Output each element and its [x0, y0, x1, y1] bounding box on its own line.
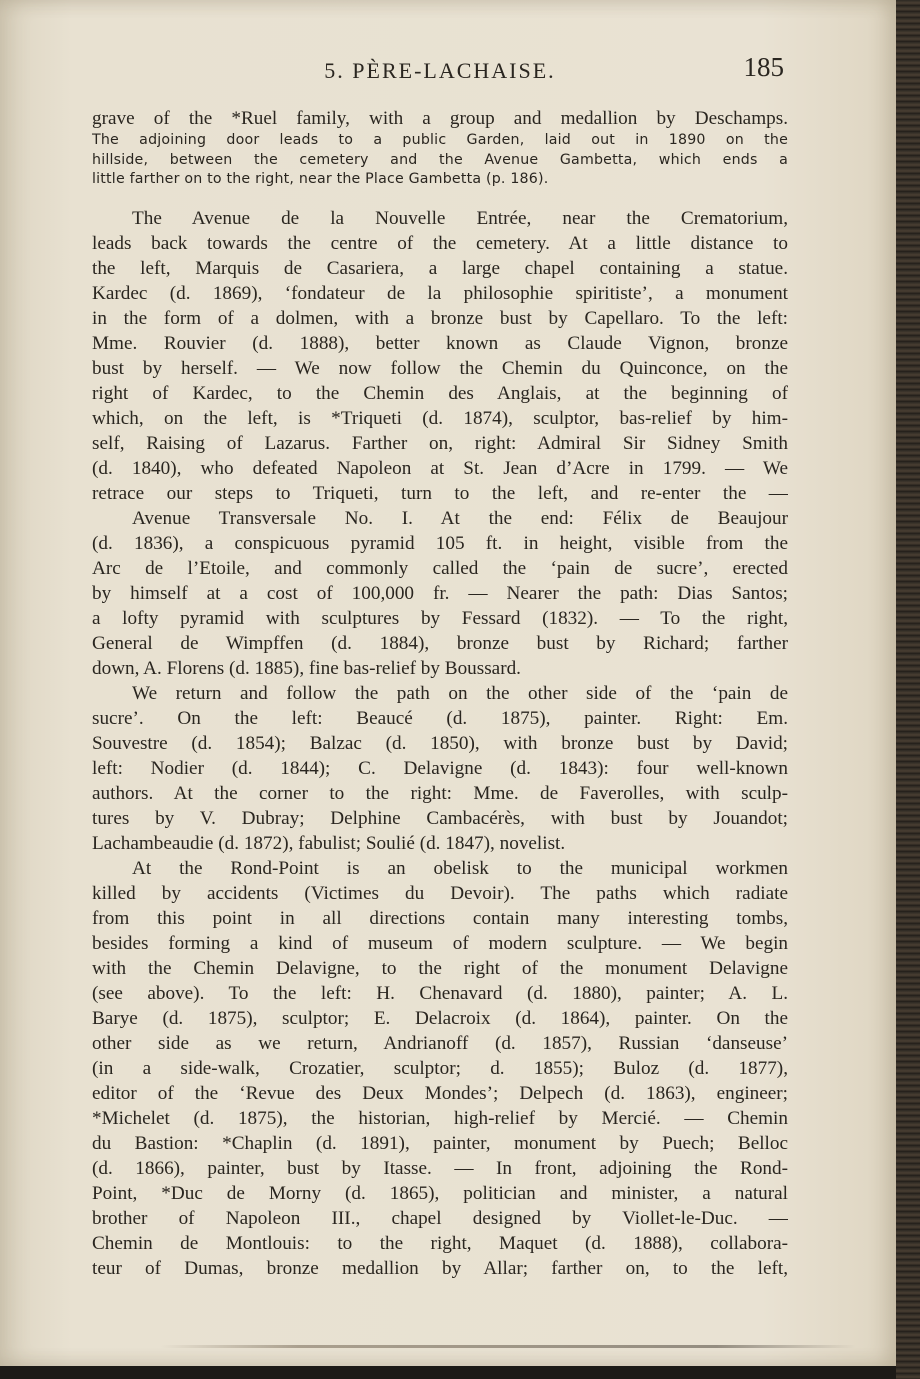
text-line: Point, *Duc de Morny (d. 1865), politician and minister, a natural: [92, 1182, 788, 1204]
text-line: leads back towards the centre of the cemetery. At a little distance to: [92, 232, 788, 254]
text-line: retrace our steps to Triqueti, turn to the left, and re-enter the —: [92, 482, 788, 504]
text-line: the left, Marquis de Casariera, a large chapel containing a statue.: [92, 257, 788, 279]
text-line: self, Raising of Lazarus. Farther on, right: Admiral Sir Sidney Smith: [92, 432, 788, 454]
text-line: Souvestre (d. 1854); Balzac (d. 1850), with bronze bust by David;: [92, 732, 788, 754]
text-line: grave of the *Ruel family, with a group and medallion by Deschamps.: [92, 108, 788, 129]
text-line: Barye (d. 1875), sculptor; E. Delacroix (d. 1864), painter. On the: [92, 1007, 788, 1029]
text-line: (see above). To the left: H. Chenavard (d. 1880), painter; A. L.: [92, 982, 788, 1004]
text-line: killed by accidents (Victimes du Devoir). The paths which radiate: [92, 882, 788, 904]
text-line: right of Kardec, to the Chemin des Anglais, at the beginning of: [92, 382, 788, 404]
text-line: editor of the ‘Revue des Deux Mondes’; Delpech (d. 1863), engineer;: [92, 1082, 788, 1104]
text-line: Chemin de Montlouis: to the right, Maquet (d. 1888), collabora-: [92, 1232, 788, 1254]
text-line: (d. 1836), a conspicuous pyramid 105 ft. in height, visible from the: [92, 532, 788, 554]
text-line: authors. At the corner to the right: Mme. de Faverolles, with sculp-: [92, 782, 788, 804]
page-edge: [896, 0, 920, 1379]
text-line: tures by V. Dubray; Delphine Cambacérès, with bust by Jouandot;: [92, 807, 788, 829]
text-line: sucre’. On the left: Beaucé (d. 1875), painter. Right: Em.: [92, 707, 788, 729]
text-line: teur of Dumas, bronze medallion by Allar; farther on, to the left,: [92, 1257, 788, 1279]
text-line: (in a side-walk, Crozatier, sculptor; d. 1855); Buloz (d. 1877),: [92, 1057, 788, 1079]
body-text: [92, 106, 788, 1281]
text-line: At the Rond-Point is an obelisk to the municipal workmen: [132, 857, 788, 879]
text-line-small: little farther on to the right, near the Place Gambetta (p. 186).: [92, 171, 549, 187]
page-header: [92, 50, 788, 90]
text-line: du Bastion: *Chaplin (d. 1891), painter, monument by Puech; Belloc: [92, 1132, 788, 1154]
page-number: 185: [743, 52, 784, 82]
text-line: (d. 1866), painter, bust by Itasse. — In front, adjoining the Rond-: [92, 1157, 788, 1179]
running-head: 5. PÈRE-LACHAISE.: [324, 58, 556, 83]
text-line: in the form of a dolmen, with a bronze bust by Capellaro. To the left:: [92, 307, 788, 329]
text-line: other side as we return, Andrianoff (d. 1857), Russian ‘danseuse’: [92, 1032, 788, 1054]
text-line: bust by herself. — We now follow the Chemin du Quinconce, on the: [92, 357, 788, 379]
text-line: General de Wimpffen (d. 1884), bronze bust by Richard; farther: [92, 632, 788, 654]
text-line-small: hillside, between the cemetery and the Avenue Gambetta, which ends a: [92, 151, 788, 168]
text-line: (d. 1840), who defeated Napoleon at St. Jean d’Acre in 1799. — We: [92, 457, 788, 479]
text-line: Arc de l’Etoile, and commonly called the ‘pain de sucre’, erected: [92, 557, 788, 579]
text-line: a lofty pyramid with sculptures by Fessard (1832). — To the right,: [92, 607, 788, 629]
text-line: with the Chemin Delavigne, to the right of the monument Delavigne: [92, 957, 788, 979]
text-line: The Avenue de la Nouvelle Entrée, near the Crematorium,: [132, 207, 788, 229]
text-line: Avenue Transversale No. I. At the end: Félix de Beaujour: [132, 507, 788, 529]
text-line: *Michelet (d. 1875), the historian, high-relief by Mercié. — Chemin: [92, 1107, 788, 1129]
text-line: besides forming a kind of museum of modern sculpture. — We begin: [92, 932, 788, 954]
page-bottom-shadow: [160, 1345, 856, 1348]
text-line: down, A. Florens (d. 1885), fine bas-relief by Boussard.: [92, 657, 521, 679]
text-line: by himself at a cost of 100,000 fr. — Nearer the path: Dias Santos;: [92, 582, 788, 604]
text-line-small: The adjoining door leads to a public Garden, laid out in 1890 on the: [92, 132, 788, 148]
text-line: brother of Napoleon III., chapel designed by Viollet-le-Duc. —: [92, 1207, 788, 1229]
text-line: which, on the left, is *Triqueti (d. 1874), sculptor, bas-relief by him-: [92, 407, 788, 429]
text-line: Kardec (d. 1869), ‘fondateur de la philosophie spiritiste’, a monument: [92, 282, 788, 304]
text-line: from this point in all directions contain many interesting tombs,: [92, 907, 788, 929]
text-line: Lachambeaudie (d. 1872), fabulist; Soulié (d. 1847), novelist.: [92, 832, 566, 854]
text-line: left: Nodier (d. 1844); C. Delavigne (d. 1843): four well-known: [92, 757, 788, 779]
text-line: We return and follow the path on the other side of the ‘pain de: [132, 682, 788, 704]
text-line: Mme. Rouvier (d. 1888), better known as Claude Vignon, bronze: [92, 332, 788, 354]
